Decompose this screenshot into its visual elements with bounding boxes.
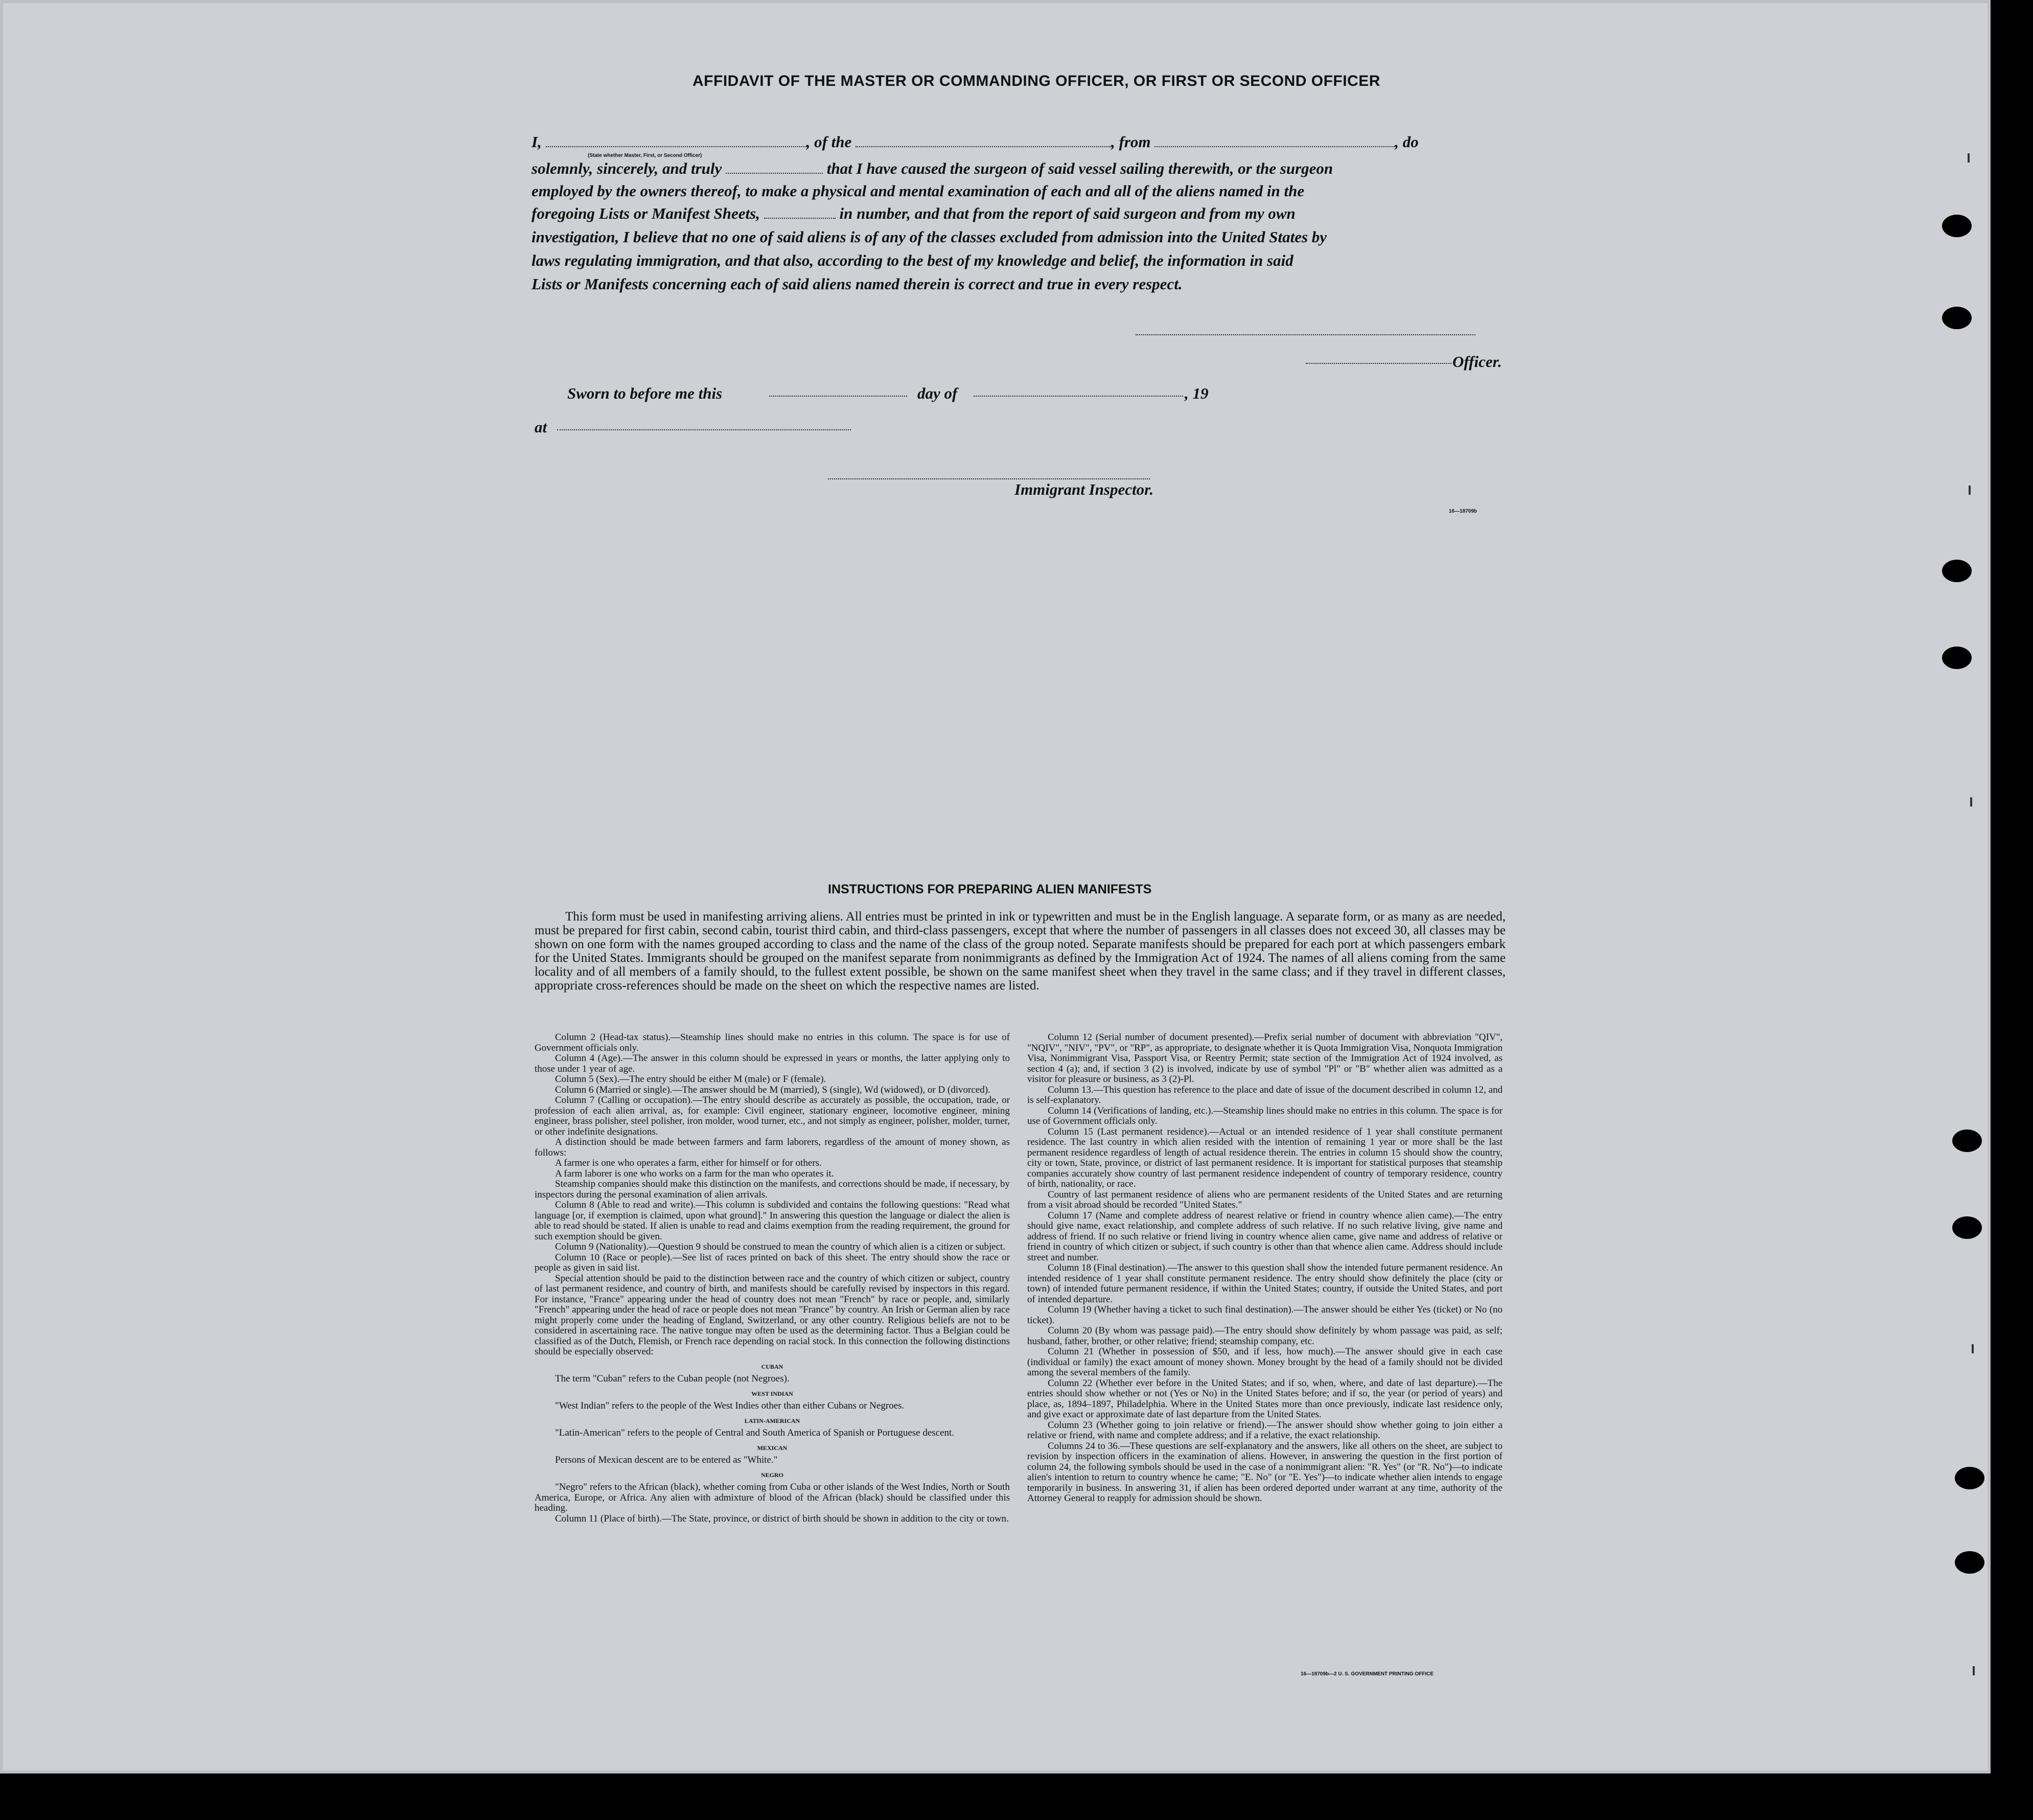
punch-hole-mark <box>1942 647 1972 669</box>
affidavit-line-2: solemnly, sincerely, and truly that I have caused the surgeon of said vessel sailing therewith, or the surgeon <box>532 159 1333 177</box>
instruction-item: Column 18 (Final destination).—The answer to this question shall show the intended future permanent residence. An intended residence of 1 year shall constitute permanent residence. The entry should show definitely the place (city or town) of intended future permanent residence, if within the United States; country, if outside the United States, and port of intended departure. <box>1027 1262 1503 1305</box>
year-label: , 19 <box>1185 384 1209 402</box>
instruction-item: Column 22 (Whether ever before in the United States; and if so, when, where, and date of last departure).—The entries should show whether or not (Yes or No) in the United States before; and if so, the year (or period of years) and place, as, 1894–1897, Philadelphia. Where in the United States more than once previously, indicate last residence only, and give exact or approximate date of last departure from the United States. <box>1027 1377 1503 1420</box>
affidavit-title: AFFIDAVIT OF THE MASTER OR COMMANDING OFFICER, OR FIRST OR SECOND OFFICER <box>692 73 1380 89</box>
race-heading: LATIN-AMERICAN <box>744 1417 800 1424</box>
at-label: at <box>535 418 547 436</box>
punch-hole-mark <box>1955 1551 1984 1574</box>
instruction-item: Steamship companies should make this distinction on the manifests, and corrections should be made, if necessary, by inspectors during the personal examination of alien arrivals. <box>535 1179 1010 1200</box>
instruction-item: Column 6 (Married or single).—The answer should be M (married), S (single), Wd (widowed), or D (divorced). <box>555 1084 990 1095</box>
punch-hole-mark <box>1952 1216 1982 1239</box>
officer-label: Officer. <box>1452 353 1502 371</box>
day-of-label: day of <box>917 384 958 402</box>
race-heading: WEST INDIAN <box>751 1390 793 1397</box>
instructions-left-column <box>535 1032 1010 1524</box>
margin-tick-mark <box>1972 1344 1974 1353</box>
instruction-item: Column 7 (Calling or occupation).—The entry should describe as accurately as possible, the occupation, trade, or profession of each alien arrival, as, for example: Civil engineer, stationary engineer, locomotive engineer, mining engineer, brass polisher, steel polisher, iron molder, wood turner, etc., and not simply as engineer, polisher, molder, turner, or other indefinite designations. <box>535 1095 1010 1137</box>
instructions-intro: This form must be used in manifesting arriving aliens. All entries must be printed in ink or typewritten and must be in the English language. A separate form, or as many as are needed, must be prepared for first cabin, second cabin, tourist third cabin, and third-class passengers, except that where the number of passengers in all classes does not exceed 30, all classes may be shown on one form with the names grouped according to class and the name of the class of the group noted. Separate manifests should be prepared for each port at which passengers embark for the United States. Immigrants should be grouped on the manifest separate from nonimmigrants as defined by the Immigration Act of 1924. The names of all aliens coming from the same locality and of all members of a family should, to the fullest extent possible, be shown on the same manifest sheet when they travel in the same class; and if they travel in different classes, appropriate cross-references should be made on the sheet on which the respective names are listed. <box>535 910 1506 993</box>
race-definition: "Latin-American" refers to the people of Central and South America of Spanish or Portuguese descent. <box>555 1427 955 1438</box>
oath-blank[interactable] <box>726 160 823 174</box>
punch-hole-mark <box>1942 307 1972 329</box>
punch-hole-mark <box>1952 1130 1982 1152</box>
instruction-item: Column 5 (Sex).—The entry should be either M (male) or F (female). <box>555 1074 826 1085</box>
margin-tick-mark <box>1968 153 1970 163</box>
race-definition: Persons of Mexican descent are to be entered as "White." <box>555 1455 778 1465</box>
affidavit-line-4: foregoing Lists or Manifest Sheets, in number, and that from the report of said surgeon and from my own <box>532 204 1296 222</box>
instruction-item: Column 19 (Whether having a ticket to such final destination).—The answer should be either Yes (ticket) or No (no ticket). <box>1027 1304 1503 1326</box>
instruction-item: Column 10 (Race or people).—See list of races printed on back of this sheet. The entry should show the race or people as given in said list. <box>535 1252 1010 1273</box>
punch-hole-mark <box>1942 560 1972 582</box>
inspector-signature-blank[interactable] <box>828 466 1150 479</box>
instruction-item: Column 20 (By whom was passage paid).—The entry should show definitely by whom passage was paid, as self; husband, father, brother, or other relative; friend; steamship company, etc. <box>1027 1325 1503 1347</box>
instruction-item: Country of last permanent residence of aliens who are permanent residents of the United States and are returning from a visit abroad should be recorded "United States." <box>1027 1189 1503 1210</box>
affidavit-line-7: Lists or Manifests concerning each of said aliens named therein is correct and true in every respect. <box>532 275 1183 293</box>
instruction-item: Column 17 (Name and complete address of nearest relative or friend in country whence alien came).—The entry should give name, exact relationship, and complete address of such relative. If no such relative living, give name and address of friend. If no such relative or friend living in country whence alien came, give name and address of relative or friend in country of which citizen or subject, if such country is other than that whence alien came. Address should include street and number. <box>1027 1210 1503 1263</box>
margin-tick-mark <box>1973 1666 1975 1675</box>
race-heading: CUBAN <box>761 1363 783 1370</box>
race-heading: NEGRO <box>760 1471 783 1479</box>
instruction-item: Column 21 (Whether in possession of $50, and if less, how much).—The answer should give in each case (individual or family) the exact amount of money shown. Money brought by the head of a family should not be divided among the several members of the family. <box>1027 1346 1503 1378</box>
instruction-item: Column 11 (Place of birth).—The State, province, or district of birth should be shown in addition to the city or town. <box>555 1513 1009 1524</box>
race-definition: "West Indian" refers to the people of the West Indies other than either Cubans or Negroes. <box>555 1400 905 1411</box>
race-definition: The term "Cuban" refers to the Cuban people (not Negroes). <box>555 1373 790 1384</box>
instruction-item: Column 23 (Whether going to join relative or friend).—The answer should show whether going to join either a relative or friend, with name and complete address; and if a relative, the exact relationship. <box>1027 1419 1503 1441</box>
instruction-item: Special attention should be paid to the distinction between race and the country of which citizen or subject, country of last permanent residence, and country of birth, and manifests should be carefully revised by inspectors in this regard. For instance, "France" appearing under the head of country does not mean "French" by race or people, and, similarly "French" appearing under the head of race or people does not mean "France" by country. An Irish or German alien by race might properly come under the heading of England, Switzerland, or any other country. Religious beliefs are not to be considered in ascertaining race. The native tongue may often be used as the determining factor. Thus a Belgian could be classified as of the Dutch, Flemish, or French race depending on racial stock. In this connection the following distinctions should be especially observed: <box>535 1273 1010 1357</box>
instruction-item: Column 2 (Head-tax status).—Steamship lines should make no entries in this column. The space is for use of Government officials only. <box>535 1032 1010 1053</box>
instruction-item: A farmer is one who operates a farm, either for himself or for others. <box>555 1158 822 1168</box>
instructions-title: INSTRUCTIONS FOR PREPARING ALIEN MANIFESTS <box>828 882 1152 896</box>
instruction-item: Column 14 (Verifications of landing, etc.).—Steamship lines should make no entries in this column. The space is for use of Government officials only. <box>1027 1105 1503 1126</box>
instruction-item: Column 13.—This question has reference to the place and date of issue of the document described in column 12, and is self-explanatory. <box>1027 1084 1503 1105</box>
margin-tick-mark <box>1969 486 1971 495</box>
affidavit-line-3: employed by the owners thereof, to make a physical and mental examination of each and all of the aliens named in the <box>532 182 1305 200</box>
inspector-label: Immigrant Inspector. <box>1014 480 1154 498</box>
instruction-item: Column 4 (Age).—The answer in this column should be expressed in years or months, the latter applying only to those under 1 year of age. <box>535 1053 1010 1074</box>
punch-hole-mark <box>1955 1467 1984 1489</box>
signature-blank[interactable] <box>1136 322 1475 335</box>
sheet-count-blank[interactable] <box>764 205 836 219</box>
instructions-right-column <box>1027 1032 1503 1504</box>
instruction-item: Column 9 (Nationality).—Question 9 should be construed to mean the country of which alien is a citizen or subject. <box>555 1241 1006 1252</box>
sworn-label: Sworn to before me this <box>567 384 723 402</box>
affidavit-line-6: laws regulating immigration, and that also, according to the best of my knowledge and belief, the information in said <box>532 251 1293 269</box>
instruction-item: A distinction should be made between farmers and farm laborers, regardless of the amount of money shown, as follows: <box>535 1137 1010 1158</box>
instruction-item: Column 8 (Able to read and write).—This column is subdivided and contains the following questions: "Read what language [or, if exemption is claimed, upon what ground]." In answering this question the language or dialect the alien is able to read should be stated. If alien is unable to read and claims exemption from the reading requirement, the ground for such exemption should be given. <box>535 1200 1010 1242</box>
vessel-name-blank[interactable] <box>856 134 1111 147</box>
officer-rank-blank[interactable] <box>546 134 806 147</box>
margin-tick-mark <box>1970 797 1972 807</box>
instruction-item: A farm laborer is one who works on a farm for the man who operates it. <box>555 1168 834 1179</box>
race-definition: "Negro" refers to the African (black), whether coming from Cuba or other islands of the West Indies, North or South America, Europe, or Africa. Any alien with admixture of blood of the African (black) should be classified under this heading. <box>535 1482 1010 1513</box>
affidavit-line-5: investigation, I believe that no one of said aliens is of any of the classes excluded from admission into the United States by <box>532 228 1327 246</box>
instruction-item: Column 15 (Last permanent residence).—Actual or an intended residence of 1 year shall constitute permanent residence. The last country in which alien resided with the intention of remaining 1 year or more shall be the last permanent residence regardless of length of actual residence therein. The entries in column 15 should show the country, city or town, State, province, or district of last permanent residence. It is important for statistical purposes that steamship companies accurately show country of last permanent residence independent of country of temporary residence, country of birth, nationality, or race. <box>1027 1126 1503 1189</box>
rank-note: (State whether Master, First, or Second Officer) <box>588 153 702 158</box>
instruction-item: Columns 24 to 36.—These questions are self-explanatory and the answers, like all others on the sheet, are subject to revision by inspection officers in the examination of aliens. However, in answering the question in the first portion of column 24, the following symbols should be used in the case of a nonimmigrant alien: "R. Yes" (or "R. No")—to indicate alien's intention to return to country whence he came; "E. No" (or "E. Yes")—to indicate whether alien intends to engage temporarily in business. In answering 31, if alien has been ordered deported under warrant at any time, authority of the Attorney General to reapply for admission should be shown. <box>1027 1440 1503 1504</box>
instruction-item: Column 12 (Serial number of document presented).—Prefix serial number of document with abbreviation "QIV", "NQIV", "NIV", "PV", or "RP", as appropriate, to designate whether it is Quota Immigration Visa, Nonquota Immigration Visa, Nonimmigrant Visa, Passport Visa, or Reentry Permit; state section of the Immigration Act of 1924 involved, as section 4 (a); and, if section 3 (2) is involved, indicate by use of symbol "Pl" or "B" whether alien was admitted as a visitor for pleasure or business, as 3 (2)-Pl. <box>1027 1032 1503 1085</box>
printing-office-code: 16—18709b—2 U. S. GOVERNMENT PRINTING OFFICE <box>1301 1671 1434 1677</box>
sworn-month-blank[interactable] <box>974 383 1183 397</box>
race-heading: MEXICAN <box>757 1444 788 1452</box>
punch-hole-mark <box>1942 215 1972 237</box>
officer-title-blank[interactable] <box>1306 351 1451 364</box>
form-code: 16—18709b <box>1449 509 1477 514</box>
port-blank[interactable] <box>1154 134 1395 147</box>
sworn-day-blank[interactable] <box>769 383 907 397</box>
affidavit-line-1: I, , of the , from , do <box>532 133 1419 151</box>
place-blank[interactable] <box>557 417 851 430</box>
